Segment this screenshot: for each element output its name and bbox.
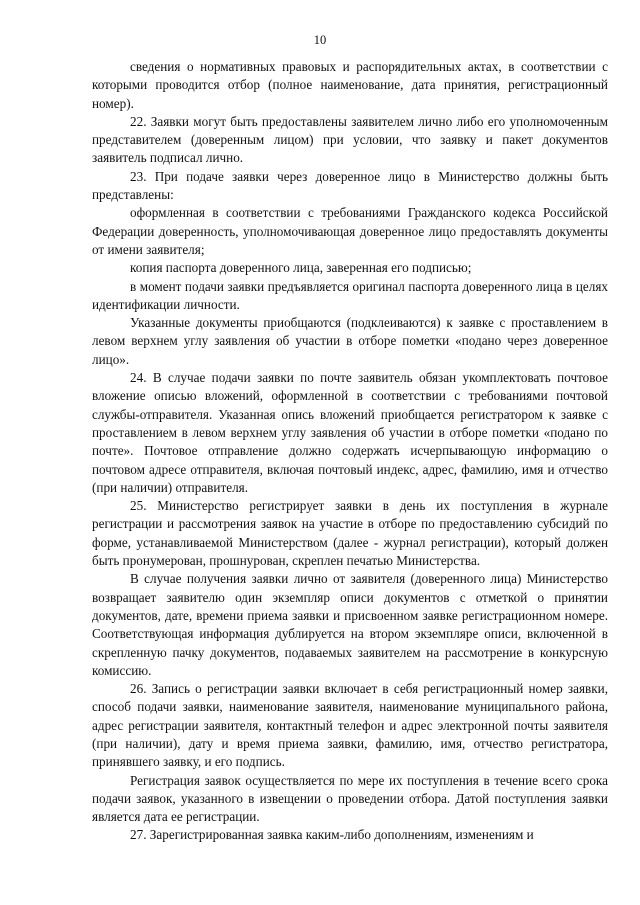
paragraph-23-attachment-note: Указанные документы приобщаются (подклеиваются) к заявке с проставлением в левом верхнем углу заявления об участии в отборе пометки «подано через доверенное лицо».	[92, 315, 608, 367]
page-number: 10	[313, 33, 327, 47]
paragraph-sources-info: сведения о нормативных правовых и распорядительных актах, в соответствии с которыми проводится отбор (полное наименование, дата принятия, регистрационный номер).	[92, 59, 608, 111]
paragraph-24: 24. В случае подачи заявки по почте заявитель обязан укомплектовать почтовое вложение описью вложений, оформленной в соответствии с требованиями почтовой службы-отправителя. Указанная опись вложений приобщается регистратором к заявке с проставлением в левом верхнем углу заявления об участии в отборе пометки «подано по почте». Почтовое отправление должно содержать исчерпывающую информацию о почтовом адресе отправителя, включая почтовый индекс, адрес, фамилию, имя и отчество (при наличии) отправителя.	[92, 370, 608, 495]
paragraph-23-passport-original: в момент подачи заявки предъявляется оригинал паспорта доверенного лица в целях идентификации личности.	[92, 278, 608, 312]
paragraph-25-personal-receipt: В случае получения заявки лично от заявителя (доверенного лица) Министерство возвращает заявителю один экземпляр описи документов с отметкой о принятии документов, дате, времени приема заявки и присвоенном заявке регистрационном номере. Соответствующая информация дублируется на втором экземпляре описи, включенной в скрепленную пачку документов, подаваемых заявителем на рассмотрение в конкурсную комиссию.	[92, 571, 608, 678]
document-body	[92, 58, 608, 845]
paragraph-23: 23. При подаче заявки через доверенное лицо в Министерство должны быть представлены:	[92, 168, 608, 203]
paragraph-25: 25. Министерство регистрирует заявки в день их поступления в журнале регистрации и рассмотрения заявок на участие в отборе по предоставлению субсидий по форме, устанавливаемой Министерством (далее - журнал регистрации), который должен быть пронумерован, прошнурован, скреплен печатью Министерства.	[92, 498, 608, 569]
paragraph-27: 27. Зарегистрированная заявка каким-либо дополнениям, изменениям и	[130, 827, 534, 843]
paragraph-26: 26. Запись о регистрации заявки включает в себя регистрационный номер заявки, способ подачи заявки, наименование заявителя, наименование муниципального района, адрес регистрации заявителя, контактный телефон и адрес электронной почты заявителя (при наличии), дату и время приема заявки, фамилию, имя, отчество регистратора, принявшего заявку, и его подпись.	[92, 681, 608, 770]
paragraph-23-power-of-attorney: оформленная в соответствии с требованиями Гражданского кодекса Российской Федерации доверенность, уполномочивающая доверенное лицо предоставлять документы от имени заявителя;	[92, 205, 608, 257]
paragraph-22: 22. Заявки могут быть предоставлены заявителем лично либо его уполномоченным представителем (доверенным лицом) при условии, что заявку и пакет документов заявитель подписал лично.	[92, 113, 608, 166]
paragraph-26-registration-order: Регистрация заявок осуществляется по мере их поступления в течение всего срока подачи заявок, указанного в извещении о проведении отбора. Датой поступления заявки является дата ее регистрации.	[92, 772, 608, 825]
paragraph-23-passport-copy: копия паспорта доверенного лица, заверенная его подписью;	[130, 260, 472, 276]
